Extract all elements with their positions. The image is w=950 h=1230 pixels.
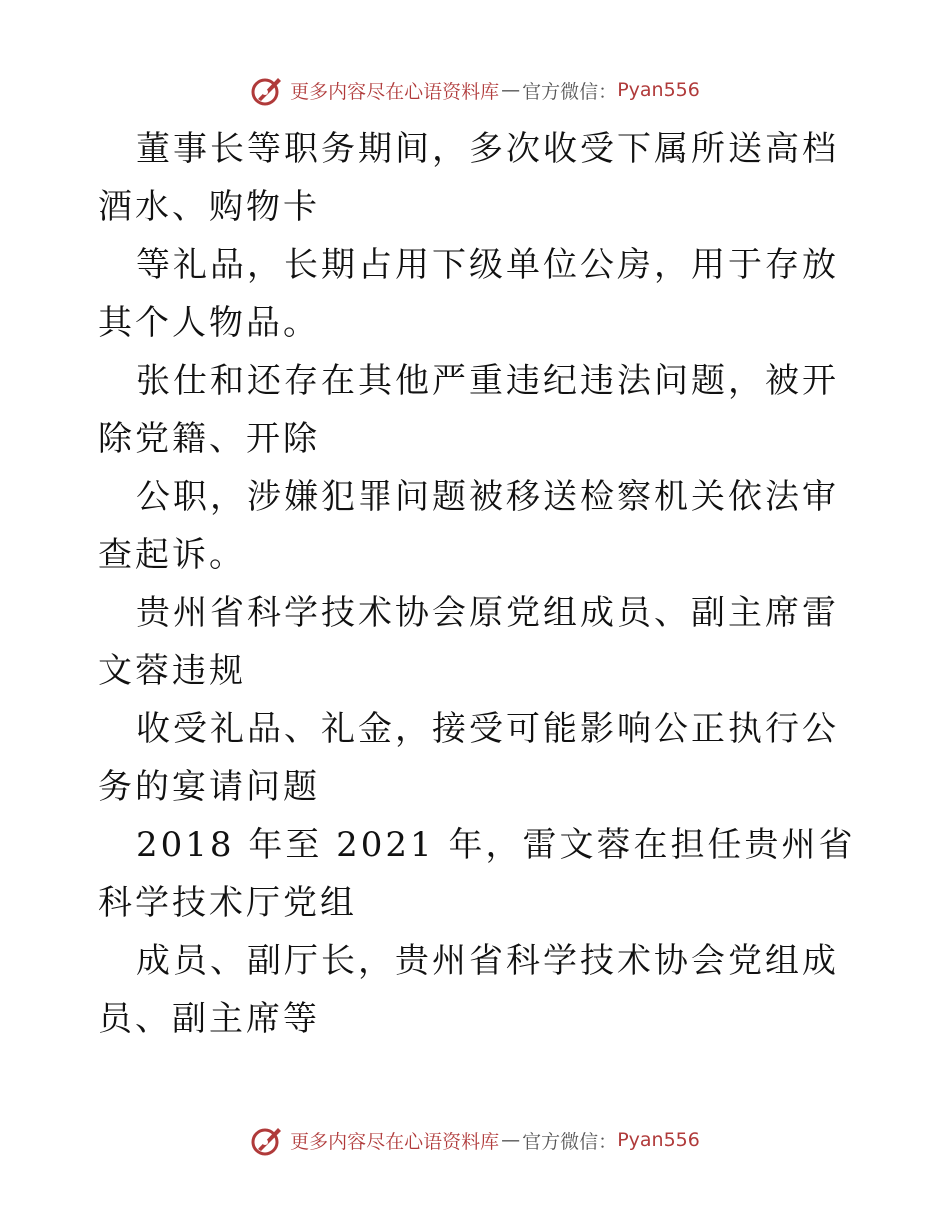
banner-text: 更多内容尽在心语资料库 bbox=[290, 1130, 500, 1153]
paragraph: 公职，涉嫌犯罪问题被移送检察机关依法审查起诉。 bbox=[98, 477, 839, 575]
footer-watermark-banner bbox=[0, 1120, 950, 1160]
banner-wechat-id: Pyan556 bbox=[617, 1129, 700, 1151]
banner-separator: — bbox=[501, 1129, 521, 1151]
banner-wechat-id: Pyan556 bbox=[617, 79, 700, 101]
quill-logo-icon bbox=[250, 73, 284, 107]
quill-logo-icon bbox=[250, 1123, 284, 1157]
banner-separator: — bbox=[501, 79, 521, 101]
banner-wechat-label: 官方微信： bbox=[522, 1130, 618, 1153]
document-body bbox=[98, 120, 858, 1048]
banner-text: 更多内容尽在心语资料库 bbox=[290, 80, 500, 103]
paragraph: 成员、副厅长，贵州省科学技术协会党组成员、副主席等 bbox=[98, 941, 839, 1039]
paragraph: 张仕和还存在其他严重违纪违法问题，被开除党籍、开除 bbox=[98, 361, 839, 459]
paragraph: 董事长等职务期间，多次收受下属所送高档酒水、购物卡 bbox=[98, 129, 839, 227]
paragraph: 等礼品，长期占用下级单位公房，用于存放其个人物品。 bbox=[98, 245, 839, 343]
paragraph: 收受礼品、礼金，接受可能影响公正执行公务的宴请问题 bbox=[98, 709, 839, 807]
header-watermark-banner bbox=[0, 70, 950, 110]
paragraph: 贵州省科学技术协会原党组成员、副主席雷文蓉违规 bbox=[98, 593, 839, 691]
paragraph: 2018 年至 2021 年，雷文蓉在担任贵州省科学技术厅党组 bbox=[98, 825, 856, 923]
banner-wechat-label: 官方微信： bbox=[522, 80, 618, 103]
